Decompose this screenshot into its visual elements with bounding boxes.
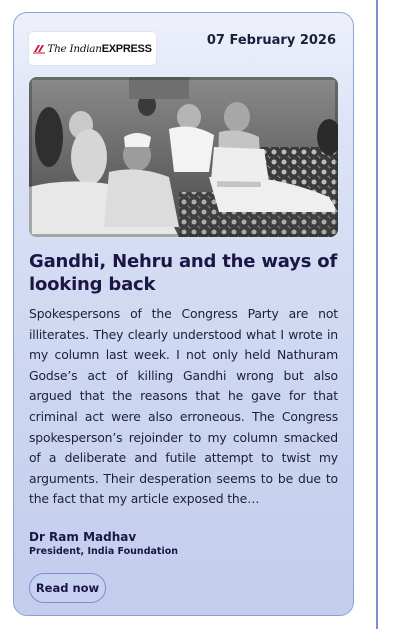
article-headline[interactable]: Gandhi, Nehru and the ways of looking back (29, 251, 338, 295)
article-card (13, 12, 354, 616)
author-role: President, India Foundation (29, 546, 178, 557)
logo-text-suffix: EXPRESS (101, 42, 152, 55)
page-edge-divider (376, 0, 378, 629)
author-name: Dr Ram Madhav (29, 530, 137, 544)
article-date: 07 February 2026 (206, 33, 336, 48)
publication-logo (29, 32, 156, 65)
article-excerpt: Spokespersons of the Congress Party are not illiterates. They clearly understood what I wrote in my column last week. I not only held Nathuram Godse’s act of killing Gandhi wrong but also argued that the reasons that he gave for that criminal act were also erroneous. The Congress spokesperson’s rejoinder to my column smacked of a deliberate and futile attempt to twist my arguments. Their desperation seems to be due to the fact that my article exposed the… (29, 306, 338, 507)
archival-photo-image (29, 77, 338, 237)
indian-express-mark-icon (33, 44, 45, 54)
article-photo (29, 77, 338, 237)
read-now-button[interactable]: Read now (29, 573, 106, 603)
logo-text-prefix: The Indian (47, 42, 102, 55)
